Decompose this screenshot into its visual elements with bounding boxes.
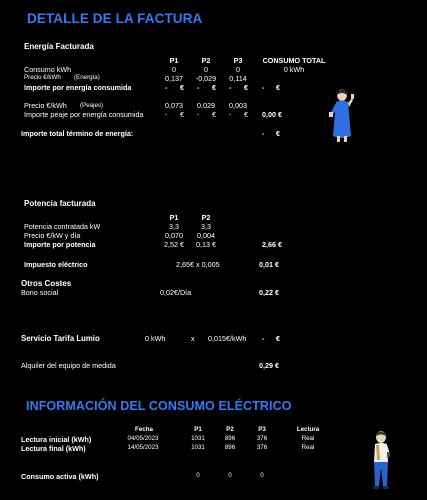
importe-p3-eur: € bbox=[244, 83, 248, 92]
importe-p1-dash: - bbox=[165, 83, 168, 92]
man-phone-illustration bbox=[368, 430, 396, 492]
ci-row-p3: 376 bbox=[256, 435, 268, 442]
header-p3: P3 bbox=[233, 56, 243, 65]
bono-social-rate: 0,02€/Día bbox=[160, 288, 192, 297]
importe-p1-eur: € bbox=[180, 83, 184, 92]
importe-total-eur: € bbox=[276, 83, 280, 92]
peaje-precio-label: Precio €/kWh bbox=[24, 101, 67, 110]
potencia-header-p1: P1 bbox=[169, 213, 179, 222]
ci-row-p1: 1031 bbox=[191, 435, 205, 442]
consumo-activa-label: Consumo activa (kWh) bbox=[21, 472, 99, 481]
header-p1: P1 bbox=[169, 56, 179, 65]
peaje-precio-p1: 0,073 bbox=[165, 101, 183, 110]
servicio-total-dash: - bbox=[262, 334, 265, 343]
consumo-total: 0 kWh bbox=[283, 65, 305, 74]
ci-header-lectura: Lectura bbox=[296, 426, 320, 433]
peaje-total: 0,00 € bbox=[262, 110, 282, 119]
consumo-p3: 0 bbox=[236, 65, 240, 74]
precio-p2: -0,029 bbox=[195, 74, 217, 83]
ci-row-lectura: Real bbox=[301, 444, 315, 451]
ci-row-p1: 1031 bbox=[191, 444, 205, 451]
precio-sub: (Energía) bbox=[74, 74, 100, 81]
consumo-activa-p3: 0 bbox=[260, 472, 264, 479]
importe-total-dash: - bbox=[262, 83, 265, 92]
peaje-importe-label: Importe peaje por energía consumida bbox=[24, 110, 144, 119]
importe-p3-dash: - bbox=[229, 83, 232, 92]
woman-phone-illustration bbox=[326, 86, 356, 144]
importe-potencia-label: Importe por potencia bbox=[24, 240, 96, 249]
energia-section-title: Energía Facturada bbox=[24, 42, 94, 51]
ci-row-p2: 896 bbox=[224, 444, 236, 451]
impuesto-label: Impuesto eléctrico bbox=[24, 260, 88, 269]
precio-label: Precio €/kWh bbox=[24, 74, 61, 81]
servicio-x: x bbox=[191, 334, 195, 343]
ci-row-label: Lectura inicial (kWh) bbox=[21, 435, 92, 444]
impuesto-formula: 2,65€ x 0,005 bbox=[176, 260, 220, 269]
servicio-label: Servicio Tarifa Lumio bbox=[21, 334, 100, 343]
consumo-p2: 0 bbox=[204, 65, 208, 74]
importe-energia-label: Importe por energía consumida bbox=[24, 83, 132, 92]
contratada-label: Potencia contratada kW bbox=[24, 222, 101, 231]
consumo-label: Consumo kWh bbox=[24, 65, 72, 74]
precio-p3: 0,114 bbox=[229, 74, 247, 83]
alquiler-total: 0,29 € bbox=[259, 361, 279, 370]
bono-social-label: Bono social bbox=[21, 288, 59, 297]
ci-header-p1: P1 bbox=[194, 426, 202, 433]
potencia-precio-p2: 0,004 bbox=[197, 231, 215, 240]
ci-row-fecha: 04/05/2023 bbox=[127, 435, 159, 442]
header-p2: P2 bbox=[201, 56, 211, 65]
peaje-sub: (Peajes) bbox=[80, 102, 104, 109]
importe-potencia-p2: 0,13 € bbox=[196, 240, 216, 249]
ci-row-label: Lectura final (kWh) bbox=[21, 444, 86, 453]
consumo-p1: 0 bbox=[172, 65, 176, 74]
total-energia-eur: € bbox=[276, 129, 280, 138]
potencia-header-p2: P2 bbox=[201, 213, 211, 222]
importe-p2-eur: € bbox=[212, 83, 216, 92]
servicio-rate: 0,015€/kWh bbox=[208, 334, 247, 343]
ci-row-lectura: Real bbox=[301, 435, 315, 442]
ci-header-p2: P2 bbox=[226, 426, 234, 433]
peaje-precio-p2: 0,029 bbox=[197, 101, 215, 110]
peaje-p1-dash: - bbox=[165, 110, 168, 119]
potencia-precio-label: Precio €/kW y día bbox=[24, 231, 81, 240]
importe-p2-dash: - bbox=[197, 83, 200, 92]
potencia-section-title: Potencia facturada bbox=[24, 199, 96, 208]
impuesto-total: 0,01 € bbox=[259, 260, 279, 269]
ci-row-p3: 376 bbox=[256, 444, 268, 451]
consumo-activa-p2: 0 bbox=[228, 472, 232, 479]
potencia-precio-p1: 0,070 bbox=[165, 231, 183, 240]
peaje-precio-p3: 0,003 bbox=[229, 101, 247, 110]
servicio-kwh: 0 kWh bbox=[145, 334, 166, 343]
ci-row-p2: 896 bbox=[224, 435, 236, 442]
peaje-p2-eur: € bbox=[212, 110, 216, 119]
bono-social-total: 0,22 € bbox=[259, 288, 279, 297]
page-title: DETALLE DE LA FACTURA bbox=[27, 11, 203, 26]
importe-potencia-p1: 2,52 € bbox=[164, 240, 184, 249]
peaje-p3-dash: - bbox=[229, 110, 232, 119]
alquiler-label: Alquiler del equipo de medida bbox=[21, 361, 116, 370]
servicio-total-eur: € bbox=[276, 334, 280, 343]
total-energia-label: Importe total término de energía: bbox=[21, 129, 134, 138]
total-energia-dash: - bbox=[262, 129, 265, 138]
ci-header-p3: P3 bbox=[258, 426, 266, 433]
contratada-p2: 3,3 bbox=[201, 222, 211, 231]
ci-header-fecha: Fecha bbox=[135, 426, 153, 433]
peaje-p3-eur: € bbox=[244, 110, 248, 119]
peaje-p1-eur: € bbox=[180, 110, 184, 119]
consumo-activa-p1: 0 bbox=[196, 472, 200, 479]
otros-costes-title: Otros Costes bbox=[21, 279, 72, 288]
precio-p1: 0,137 bbox=[165, 74, 183, 83]
header-consumo-total: CONSUMO TOTAL bbox=[262, 56, 326, 65]
contratada-p1: 3,3 bbox=[169, 222, 179, 231]
ci-row-fecha: 14/05/2023 bbox=[127, 444, 159, 451]
peaje-p2-dash: - bbox=[197, 110, 200, 119]
importe-potencia-total: 2,66 € bbox=[262, 240, 282, 249]
consumo-info-title: INFORMACIÓN DEL CONSUMO ELÉCTRICO bbox=[26, 399, 292, 413]
